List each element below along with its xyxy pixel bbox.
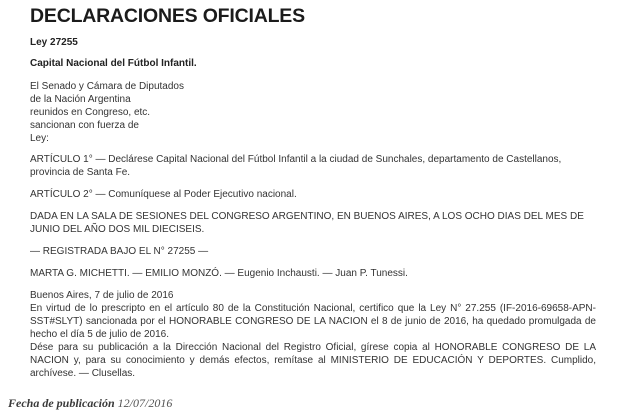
preamble-line: reunidos en Congreso, etc.	[30, 107, 151, 118]
registration-line: — REGISTRADA BAJO EL N° 27255 —	[30, 246, 209, 257]
decree-place-date: Buenos Aires, 7 de julio de 2016	[30, 290, 174, 301]
publication-date-footer	[8, 396, 172, 411]
preamble-line: El Senado y Cámara de Diputados	[30, 81, 184, 92]
law-preamble	[30, 80, 596, 145]
preamble-line: Ley:	[30, 133, 49, 144]
law-title: Capital Nacional del Fútbol Infantil.	[30, 58, 197, 69]
publication-date-value: 12/07/2016	[117, 396, 173, 410]
signatures: MARTA G. MICHETTI. — EMILIO MONZÓ. — Eugenio Inchausti. — Juan P. Tunessi.	[30, 268, 408, 279]
article-1: ARTÍCULO 1° — Declárese Capital Nacional del Fútbol Infantil a la ciudad de Sunchales, departamento de Castellanos, provincia de Santa Fe.	[30, 154, 562, 178]
sanction-statement: DADA EN LA SALA DE SESIONES DEL CONGRESO ARGENTINO, EN BUENOS AIRES, A LOS OCHO DIAS DEL MES DE JUNIO DEL AÑO DOS MIL DIECISEIS.	[30, 211, 584, 235]
law-number: Ley 27255	[30, 37, 78, 48]
preamble-line: sancionan con fuerza de	[30, 120, 139, 131]
publication-date-label: Fecha de publicación	[8, 396, 115, 410]
preamble-line: de la Nación Argentina	[30, 94, 131, 105]
section-title: DECLARACIONES OFICIALES	[30, 5, 305, 27]
decree-body: En virtud de lo prescripto en el artículo 80 de la Constitución Nacional, certifico que la Ley N° 27.255 (IF-2016-69658-APN-SST#SLYT) sancionada por el HONORABLE CONGRESO DE LA NACION el 8 de junio de 2016, ha quedado promulgada de hecho el día 5 de julio de 2016.	[30, 303, 596, 340]
decree-publication-order: Dése para su publicación a la Dirección Nacional del Registro Oficial, gírese copia al HONORABLE CONGRESO DE LA NACION y, para su conocimiento y demás efectos, remítase al MINISTERIO DE EDUCACIÓN Y DEPORTES. Cumplido, archívese. — Clusellas.	[30, 342, 596, 379]
article-2: ARTÍCULO 2° — Comuníquese al Poder Ejecutivo nacional.	[30, 189, 297, 200]
law-content	[30, 36, 596, 380]
